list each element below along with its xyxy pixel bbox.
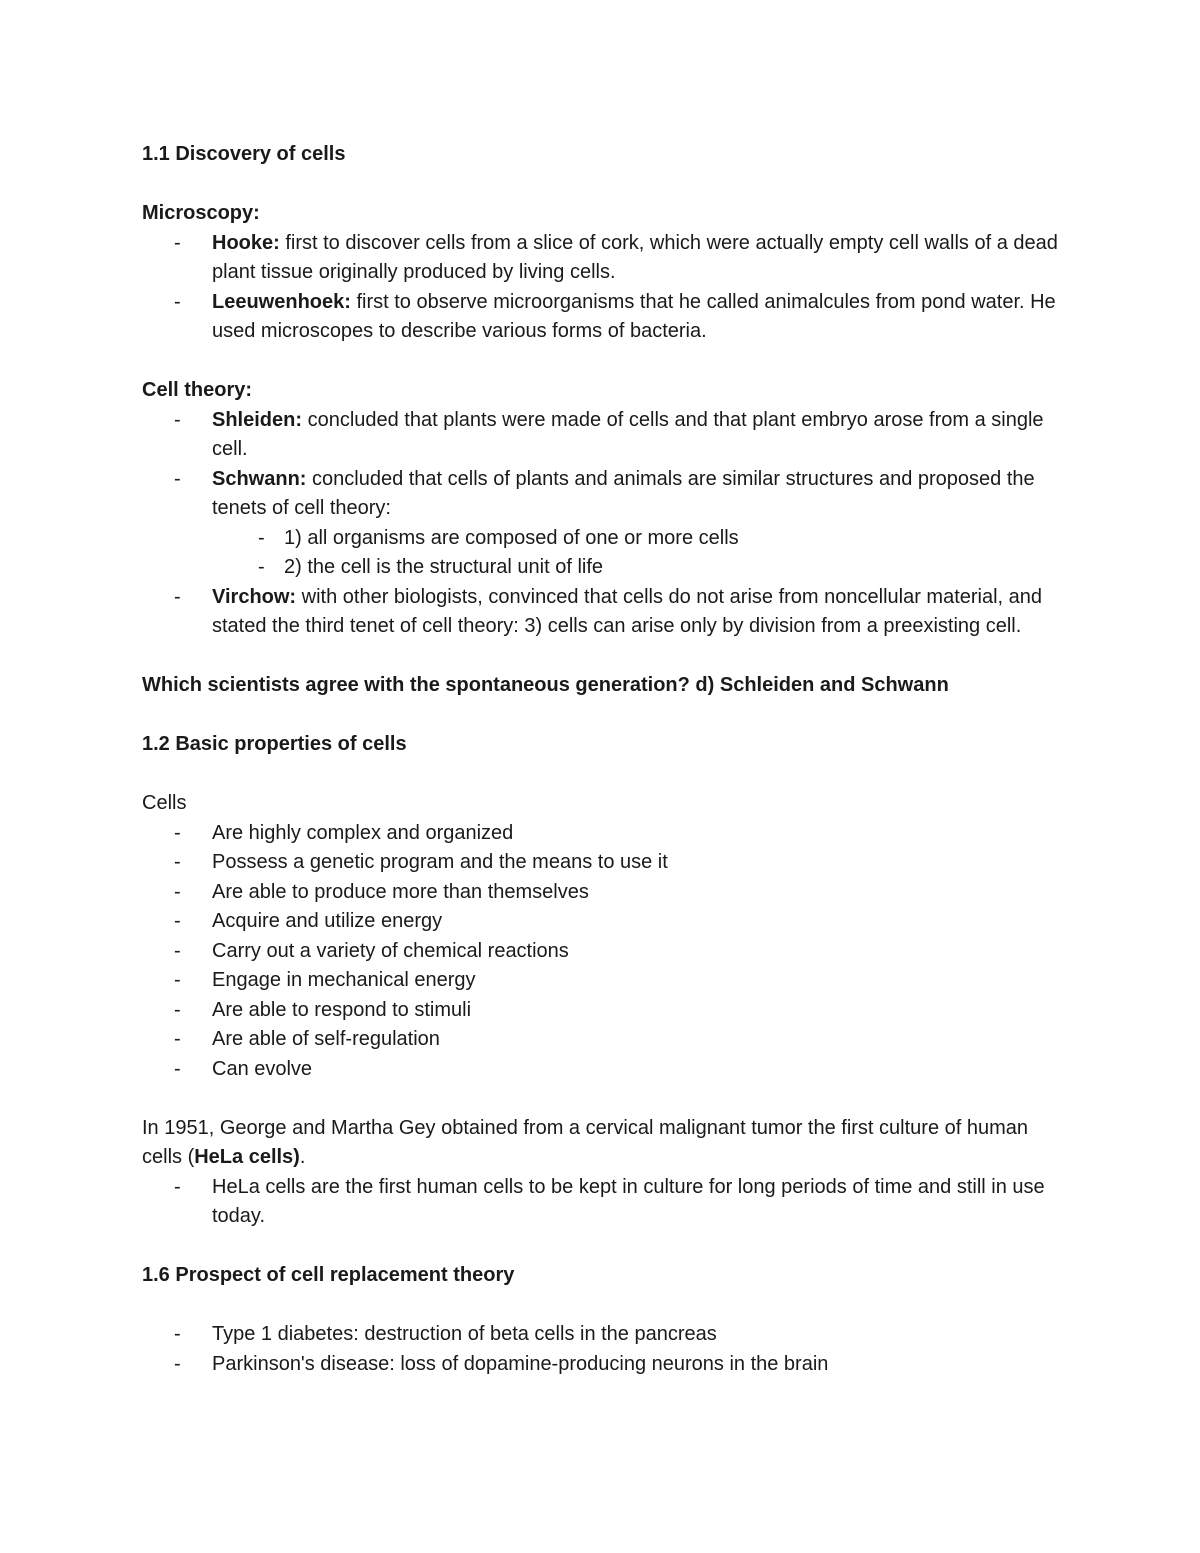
list-item bbox=[142, 966, 1062, 996]
list-item-hooke bbox=[142, 229, 1062, 288]
list-item-shleiden bbox=[142, 406, 1062, 465]
bullet-dash: - bbox=[258, 526, 265, 549]
list-item bbox=[142, 1350, 1062, 1380]
microscopy-label: Microscopy: bbox=[142, 202, 260, 224]
bullet-dash: - bbox=[174, 969, 181, 991]
bullet-dash: - bbox=[174, 880, 181, 903]
bullet-dash: - bbox=[174, 231, 181, 254]
term-schwann: Schwann: bbox=[212, 467, 307, 490]
question-text: Which scientists agree with the spontaneous generation? d) Schleiden and Schwann bbox=[142, 674, 949, 696]
sub-list-item-tenet-1 bbox=[142, 524, 1062, 554]
sub-list-item-tenet-2 bbox=[142, 553, 1062, 583]
list-item bbox=[142, 1320, 1062, 1350]
list-item-text: Can evolve bbox=[212, 1057, 313, 1080]
list-item-text: Are able to respond to stimuli bbox=[212, 998, 472, 1021]
list-item bbox=[142, 1025, 1062, 1055]
term-shleiden: Shleiden: bbox=[212, 408, 303, 431]
term-leeuwenhoek: Leeuwenhoek: bbox=[212, 290, 351, 313]
section-heading-discovery: 1.1 Discovery of cells bbox=[142, 143, 346, 165]
bullet-dash: - bbox=[174, 998, 181, 1021]
hela-cells-term: HeLa cells) bbox=[194, 1146, 300, 1168]
bullet-dash: - bbox=[174, 1352, 181, 1375]
list-item bbox=[142, 1055, 1062, 1085]
list-item-text: Acquire and utilize energy bbox=[212, 910, 443, 932]
document-body bbox=[142, 140, 1062, 1379]
section-heading-replacement: 1.6 Prospect of cell replacement theory bbox=[142, 1264, 515, 1286]
desc-virchow: with other biologists, convinced that cells do not arise from noncellular material, and stated the third tenet of cell theory: 3) cells can arise only by division from a preexisting cell. bbox=[212, 585, 1043, 637]
hela-paragraph bbox=[142, 1114, 1062, 1173]
desc-leeuwenhoek: first to observe microorganisms that he called animalcules from pond water. He used microscopes to describe various forms of bacteria. bbox=[212, 290, 1056, 342]
list-item-text: Possess a genetic program and the means to use it bbox=[212, 851, 668, 873]
hela-paragraph-start: In 1951, George and Martha Gey obtained from a cervical malignant tumor the first culture of human cells ( bbox=[142, 1116, 1029, 1168]
list-item-text: Are able of self-regulation bbox=[212, 1028, 440, 1050]
list-item bbox=[142, 937, 1062, 967]
tenet-1-text: 1) all organisms are composed of one or more cells bbox=[284, 526, 739, 549]
list-item-leeuwenhoek bbox=[142, 288, 1062, 347]
list-item-text: Engage in mechanical energy bbox=[212, 969, 476, 991]
term-virchow: Virchow: bbox=[212, 585, 297, 608]
bullet-dash: - bbox=[174, 467, 181, 490]
list-item bbox=[142, 819, 1062, 849]
list-item bbox=[142, 907, 1062, 937]
tenet-2-text: 2) the cell is the structural unit of life bbox=[284, 556, 604, 578]
list-item-schwann bbox=[142, 465, 1062, 524]
bullet-dash: - bbox=[174, 1057, 181, 1080]
list-item-text: Are able to produce more than themselves bbox=[212, 880, 589, 903]
desc-hooke: first to discover cells from a slice of cork, which were actually empty cell walls of a dead plant tissue originally produced by living cells. bbox=[212, 231, 1058, 283]
desc-shleiden: concluded that plants were made of cells and that plant embryo arose from a single cell. bbox=[212, 408, 1044, 460]
list-item-hela bbox=[142, 1173, 1062, 1232]
list-item-text: Are highly complex and organized bbox=[212, 821, 514, 844]
list-item-text: Parkinson's disease: loss of dopamine-producing neurons in the brain bbox=[212, 1352, 829, 1375]
list-item-text: Carry out a variety of chemical reactions bbox=[212, 939, 569, 962]
bullet-dash: - bbox=[258, 556, 265, 578]
cell-theory-label: Cell theory: bbox=[142, 379, 253, 401]
list-item bbox=[142, 878, 1062, 908]
list-item-virchow bbox=[142, 583, 1062, 642]
section-heading-properties: 1.2 Basic properties of cells bbox=[142, 733, 407, 755]
desc-schwann: concluded that cells of plants and animals are similar structures and proposed the tenets of cell theory: bbox=[212, 467, 1035, 519]
list-item bbox=[142, 996, 1062, 1026]
cells-intro: Cells bbox=[142, 792, 187, 814]
bullet-dash: - bbox=[174, 585, 181, 608]
bullet-dash: - bbox=[174, 1175, 181, 1198]
hela-paragraph-end: . bbox=[299, 1146, 306, 1168]
bullet-dash: - bbox=[174, 910, 181, 932]
bullet-dash: - bbox=[174, 1028, 181, 1050]
bullet-dash: - bbox=[174, 821, 181, 844]
bullet-dash: - bbox=[174, 939, 181, 962]
bullet-dash: - bbox=[174, 290, 181, 313]
bullet-dash: - bbox=[174, 1323, 181, 1345]
list-item-text: Type 1 diabetes: destruction of beta cells in the pancreas bbox=[212, 1323, 717, 1345]
term-hooke: Hooke: bbox=[212, 231, 280, 254]
bullet-dash: - bbox=[174, 408, 181, 431]
hela-item-text: HeLa cells are the first human cells to be kept in culture for long periods of time and still in use today. bbox=[212, 1175, 1045, 1227]
bullet-dash: - bbox=[174, 851, 181, 873]
list-item bbox=[142, 848, 1062, 878]
